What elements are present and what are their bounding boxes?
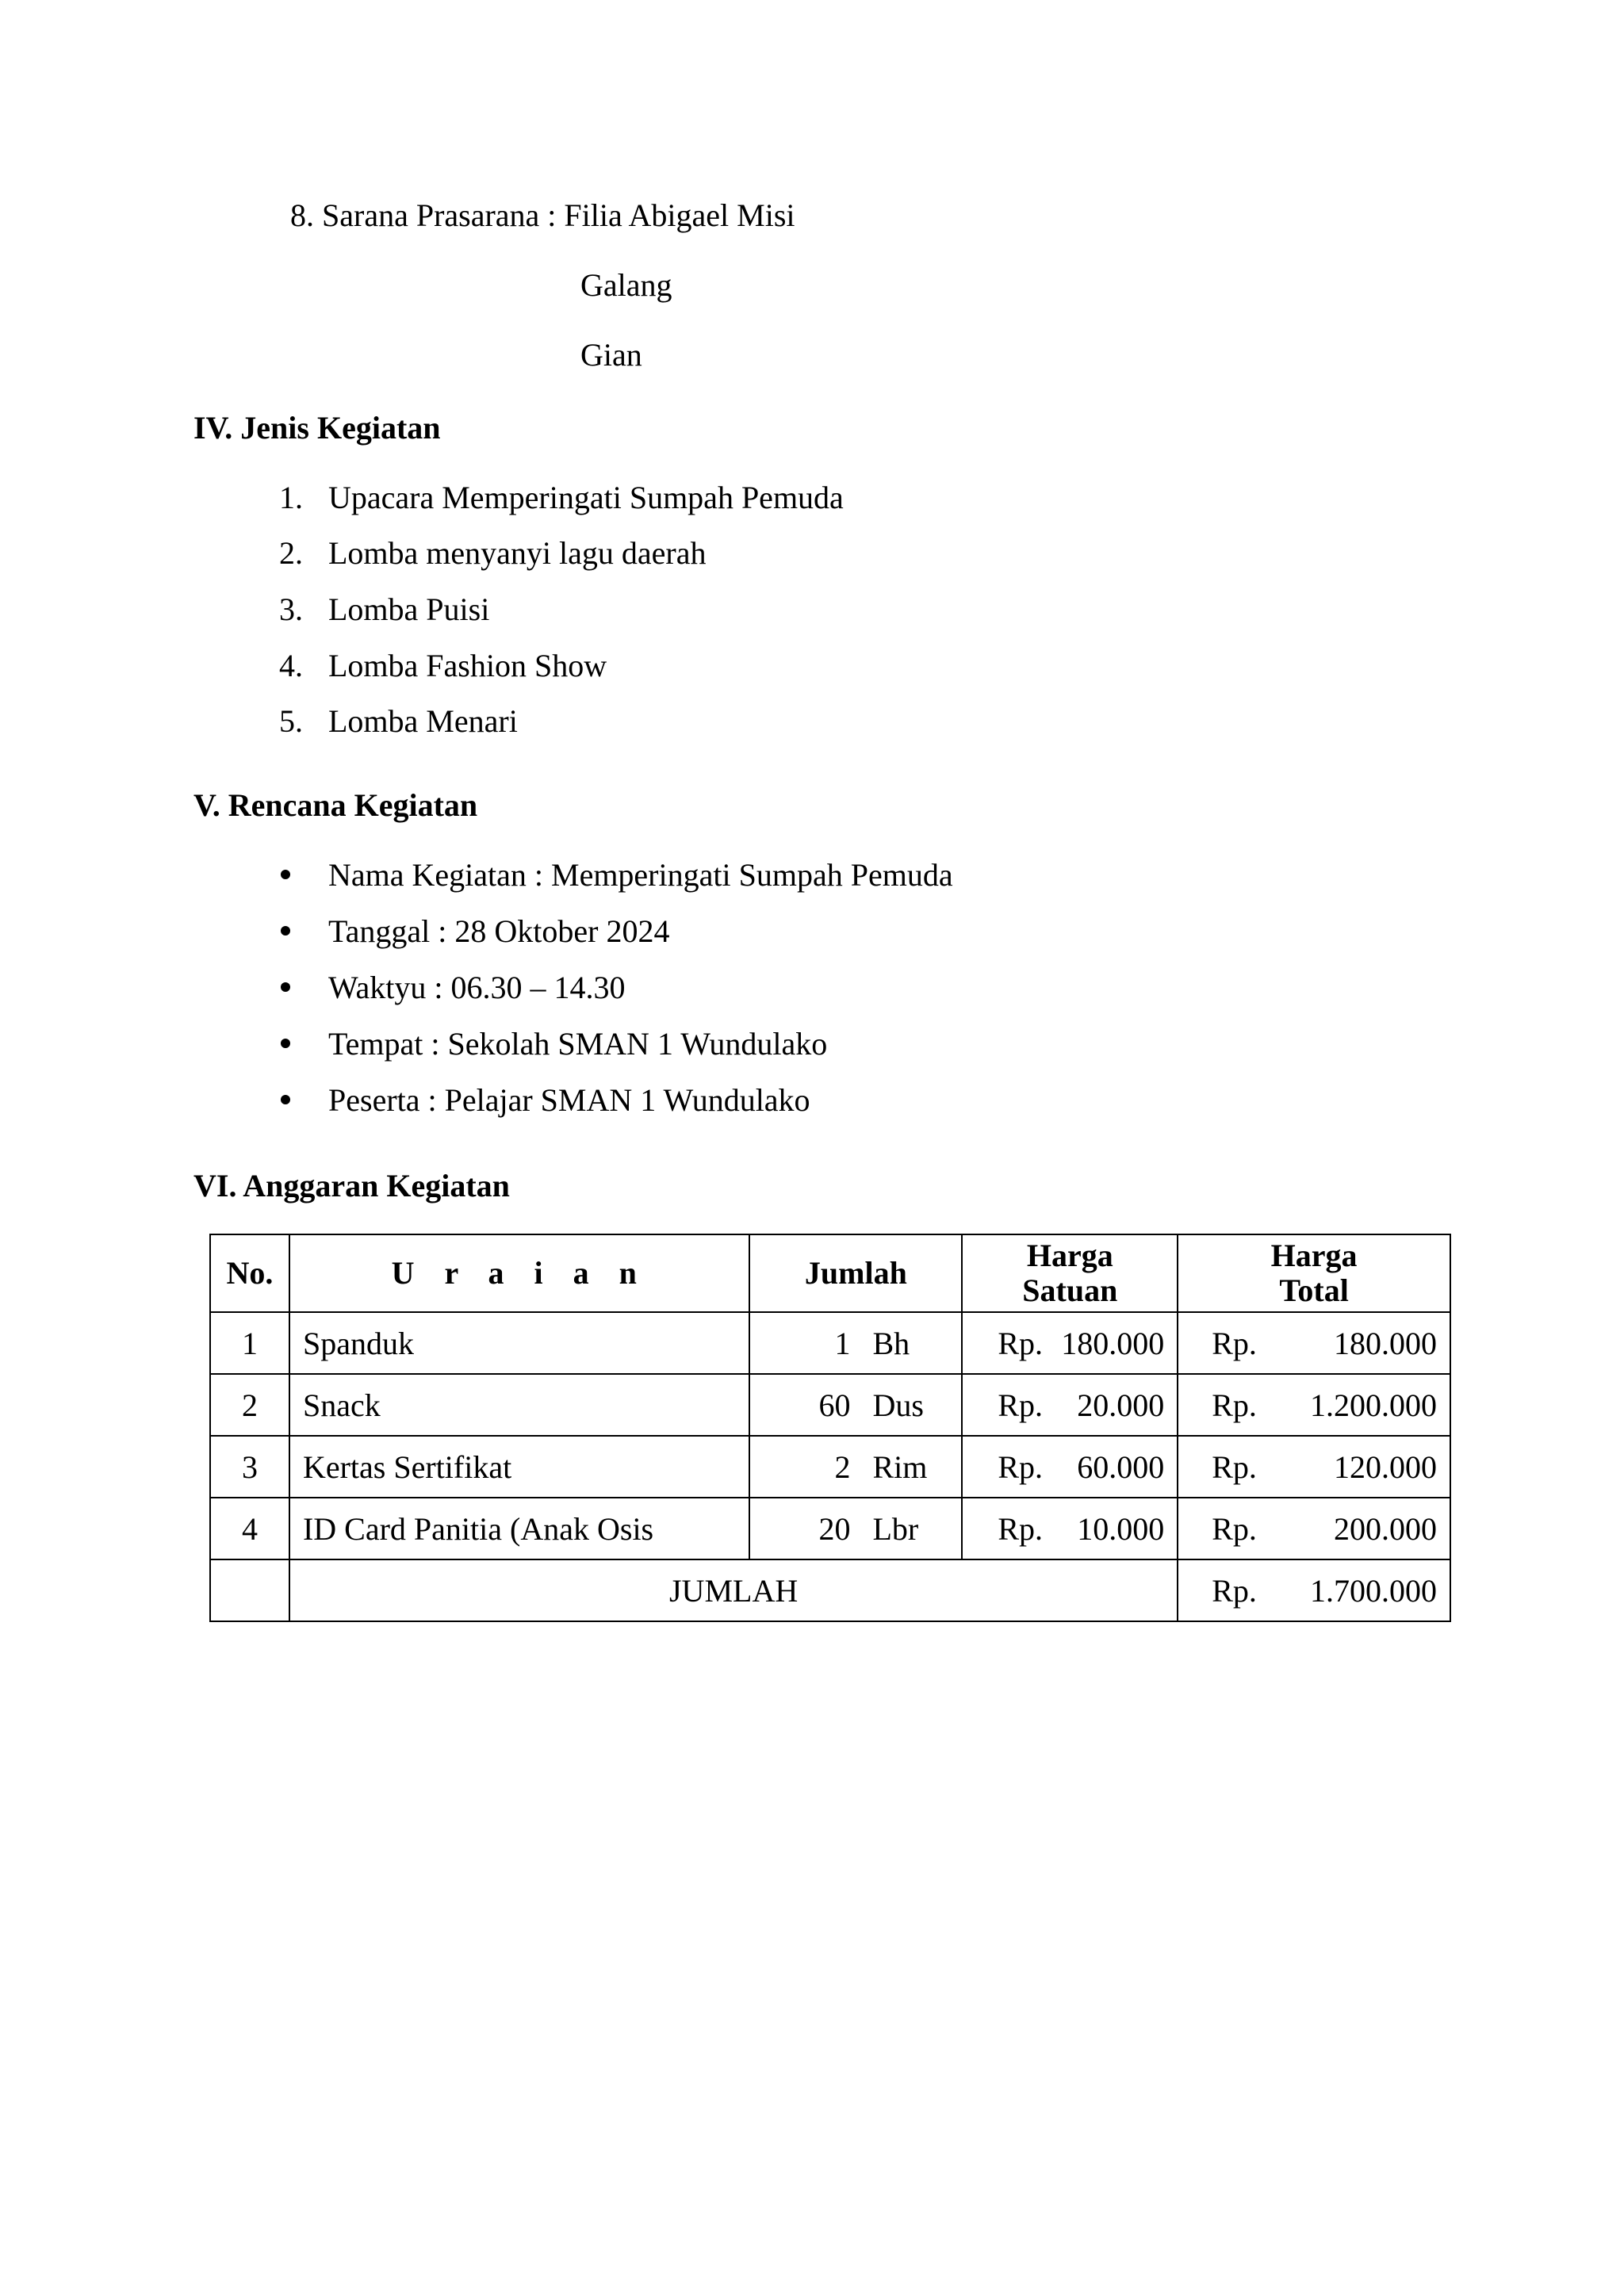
currency-label: Rp. [998, 1325, 1044, 1361]
row-jumlah [749, 1374, 962, 1436]
list-item: Tempat : Sekolah SMAN 1 Wundulako [328, 1026, 828, 1062]
list-item: Upacara Memperingati Sumpah Pemuda [328, 480, 844, 515]
list-item: Nama Kegiatan : Memperingati Sumpah Pemuda [328, 857, 953, 893]
currency-label: Rp. [1212, 1325, 1257, 1361]
list-number: 5. [279, 703, 303, 739]
row-harga-total-value: 200.000 [1334, 1510, 1437, 1547]
table-row [210, 1436, 1450, 1498]
header-harga-total-line2: Total [1279, 1272, 1349, 1308]
table-header-row [210, 1234, 1450, 1312]
bullet-icon [281, 982, 290, 992]
row-qty: 2 [834, 1448, 851, 1485]
currency-label: Rp. [1212, 1510, 1257, 1547]
currency-label: Rp. [1212, 1572, 1257, 1609]
row-uraian: Spanduk [289, 1312, 749, 1374]
row-jumlah [749, 1312, 962, 1374]
table-total-row [210, 1559, 1450, 1621]
list-number: 1. [279, 480, 303, 515]
header-harga-satuan-line1: Harga [1026, 1238, 1113, 1273]
row-harga-total-value: 120.000 [1334, 1448, 1437, 1485]
row-harga-satuan-value: 10.000 [1077, 1510, 1165, 1547]
list-number: 2. [279, 535, 303, 571]
row-harga-total-value: 1.200.000 [1310, 1387, 1437, 1423]
sarana-prasarana-line: 8. Sarana Prasarana : Filia Abigael Misi [290, 197, 795, 233]
section-v-heading: V. Rencana Kegiatan [193, 787, 478, 823]
row-qty: 20 [818, 1510, 851, 1547]
row-no: 1 [210, 1312, 289, 1374]
list-number: 4. [279, 648, 303, 683]
bullet-icon [281, 1095, 290, 1104]
row-uraian: ID Card Panitia (Anak Osis [289, 1498, 749, 1559]
header-harga-satuan [962, 1234, 1178, 1312]
row-harga-satuan-value: 60.000 [1077, 1448, 1165, 1485]
currency-label: Rp. [1212, 1387, 1257, 1423]
header-uraian [289, 1234, 749, 1312]
row-unit: Dus [872, 1387, 924, 1423]
table-row [210, 1498, 1450, 1559]
header-no: No. [210, 1234, 289, 1312]
row-unit: Rim [872, 1448, 928, 1485]
total-value-cell [1178, 1559, 1450, 1621]
total-label: JUMLAH [289, 1559, 1178, 1621]
list-item: Lomba Menari [328, 703, 518, 739]
row-harga-total [1178, 1374, 1450, 1436]
row-jumlah [749, 1498, 962, 1559]
row-uraian: Kertas Sertifikat [289, 1436, 749, 1498]
currency-label: Rp. [998, 1387, 1044, 1423]
row-qty: 60 [818, 1387, 851, 1423]
row-harga-satuan [962, 1498, 1178, 1559]
row-harga-total [1178, 1312, 1450, 1374]
list-item: Peserta : Pelajar SMAN 1 Wundulako [328, 1082, 810, 1118]
currency-label: Rp. [998, 1448, 1044, 1485]
total-value: 1.700.000 [1310, 1572, 1437, 1609]
row-no: 2 [210, 1374, 289, 1436]
bullet-icon [281, 1039, 290, 1048]
sarana-prasarana-member: Galang [580, 267, 672, 303]
list-item: Waktyu : 06.30 – 14.30 [328, 970, 626, 1005]
section-iv-heading: IV. Jenis Kegiatan [193, 410, 441, 446]
header-harga-total-line1: Harga [1270, 1238, 1358, 1273]
row-jumlah [749, 1436, 962, 1498]
row-no: 3 [210, 1436, 289, 1498]
sarana-prasarana-member: Gian [580, 337, 642, 373]
row-unit: Lbr [872, 1510, 919, 1547]
header-uraian-label: U r a i a n [391, 1255, 648, 1291]
header-harga-satuan-line2: Satuan [1022, 1272, 1118, 1308]
header-jumlah: Jumlah [749, 1234, 962, 1312]
row-no: 4 [210, 1498, 289, 1559]
list-item: Lomba Puisi [328, 591, 490, 627]
header-harga-total [1178, 1234, 1450, 1312]
list-item: Lomba menyanyi lagu daerah [328, 535, 707, 571]
currency-label: Rp. [998, 1510, 1044, 1547]
table-row [210, 1374, 1450, 1436]
row-harga-total-value: 180.000 [1334, 1325, 1437, 1361]
row-harga-satuan [962, 1436, 1178, 1498]
row-harga-satuan [962, 1312, 1178, 1374]
bullet-icon [281, 926, 290, 936]
list-item: Lomba Fashion Show [328, 648, 607, 683]
row-harga-satuan-value: 20.000 [1077, 1387, 1165, 1423]
row-harga-total [1178, 1436, 1450, 1498]
row-unit: Bh [872, 1325, 910, 1361]
row-harga-satuan-value: 180.000 [1061, 1325, 1165, 1361]
list-number: 3. [279, 591, 303, 627]
list-item: Tanggal : 28 Oktober 2024 [328, 913, 670, 949]
table-row [210, 1312, 1450, 1374]
total-row-spacer [210, 1559, 289, 1621]
currency-label: Rp. [1212, 1448, 1257, 1485]
row-uraian: Snack [289, 1374, 749, 1436]
row-harga-satuan [962, 1374, 1178, 1436]
section-vi-heading: VI. Anggaran Kegiatan [193, 1168, 510, 1203]
bullet-icon [281, 870, 290, 879]
row-harga-total [1178, 1498, 1450, 1559]
budget-table [209, 1234, 1451, 1622]
row-qty: 1 [834, 1325, 851, 1361]
